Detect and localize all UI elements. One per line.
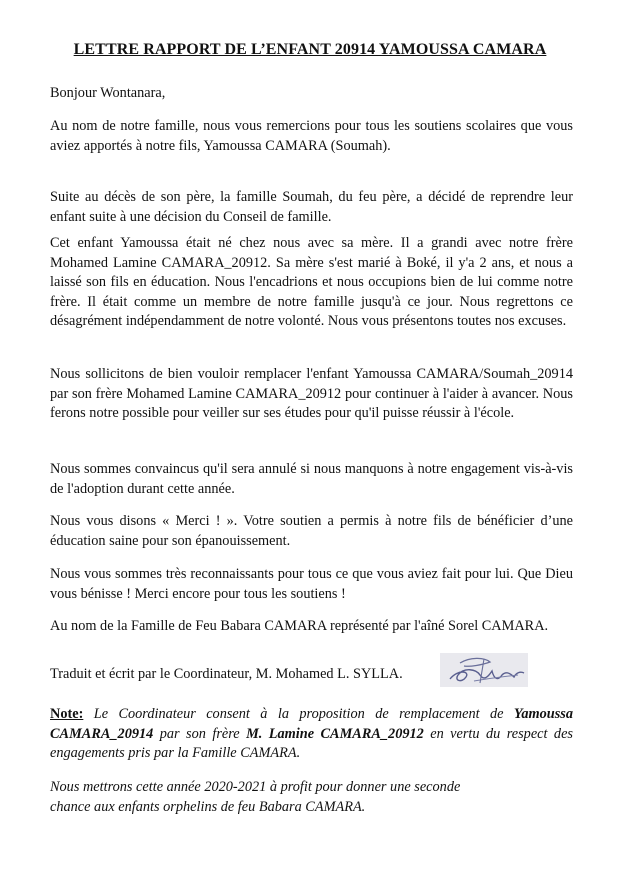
signature-icon bbox=[440, 653, 528, 687]
closing-line-2: chance aux enfants orphelins de feu Babara CAMARA. bbox=[50, 798, 366, 815]
coordinator-note bbox=[50, 705, 573, 764]
paragraph-thanks: Au nom de notre famille, nous vous remercions pour tous les soutiens scolaires que vous aviez apportés à notre fils, Yamoussa CAMARA (Soumah). bbox=[50, 118, 573, 154]
letter-title: LETTRE RAPPORT DE L’ENFANT 20914 YAMOUSSA CAMARA bbox=[73, 41, 547, 58]
paragraph-replacement-request: Nous sollicitons de bien vouloir remplacer l'enfant Yamoussa CAMARA/Soumah_20914 par son frère Mohamed Lamine CAMARA_20912 pour continuer à l'aider à avancer. Nous ferons notre possible pour veiller sur ses études pour qu'il puisse réussir à l'école. bbox=[50, 366, 573, 421]
paragraph-gratitude: Nous vous sommes très reconnaissants pour tous ce que vous aviez fait pour lui. Que Dieu vous bénisse ! Merci encore pour tous les soutiens ! bbox=[50, 566, 573, 602]
translator-line: Traduit et écrit par le Coordinateur, M. Mohamed L. SYLLA. bbox=[50, 666, 403, 682]
note-text-1: Le Coordinateur consent à la proposition de remplacement de bbox=[83, 706, 514, 722]
note-label: Note: bbox=[50, 706, 84, 722]
note-text-2: par son frère bbox=[153, 725, 247, 742]
closing-line-1: Nous mettrons cette année 2020-2021 à profit pour donner une seconde bbox=[50, 779, 461, 795]
greeting: Bonjour Wontanara, bbox=[50, 85, 166, 101]
note-text-3: en vertu du respect des engagements pris par la Famille CAMARA. bbox=[50, 725, 573, 761]
signature-drawing bbox=[440, 653, 528, 687]
paragraph-family-decision: Suite au décès de son père, la famille Soumah, du feu père, a décidé de reprendre leur enfant suite à une décision du Conseil de famille. bbox=[50, 189, 573, 225]
note-child-id: Yamoussa CAMARA_20914 bbox=[50, 706, 573, 742]
closing-note bbox=[50, 778, 573, 817]
paragraph-family-representative: Au nom de la Famille de Feu Babara CAMARA représenté par l'aîné Sorel CAMARA. bbox=[50, 618, 549, 634]
paragraph-commitment: Nous sommes convaincus qu'il sera annulé si nous manquons à notre engagement vis-à-vis de l'adoption durant cette année. bbox=[50, 461, 573, 497]
note-brother-id: M. Lamine CAMARA_20912 bbox=[246, 725, 424, 742]
paragraph-merci: Nous vous disons « Merci ! ». Votre soutien a permis à notre fils de bénéficier d’une éducation saine pour son épanouissement. bbox=[50, 513, 573, 549]
paragraph-child-background: Cet enfant Yamoussa était né chez nous avec sa mère. Il a grandi avec notre frère Mohamed Lamine CAMARA_20912. Sa mère s'est marié à Boké, il y'a 2 ans, et nous a laissé son fils en éducation. Nous l'encadrions et nous occupions bien de lui comme notre frère. Il était comme un membre de notre famille jusqu'à ce jour. Nous regrettons ce désagrément indépendamment de notre volonté. Nous vous présentons toutes nos excuses. bbox=[50, 235, 573, 329]
